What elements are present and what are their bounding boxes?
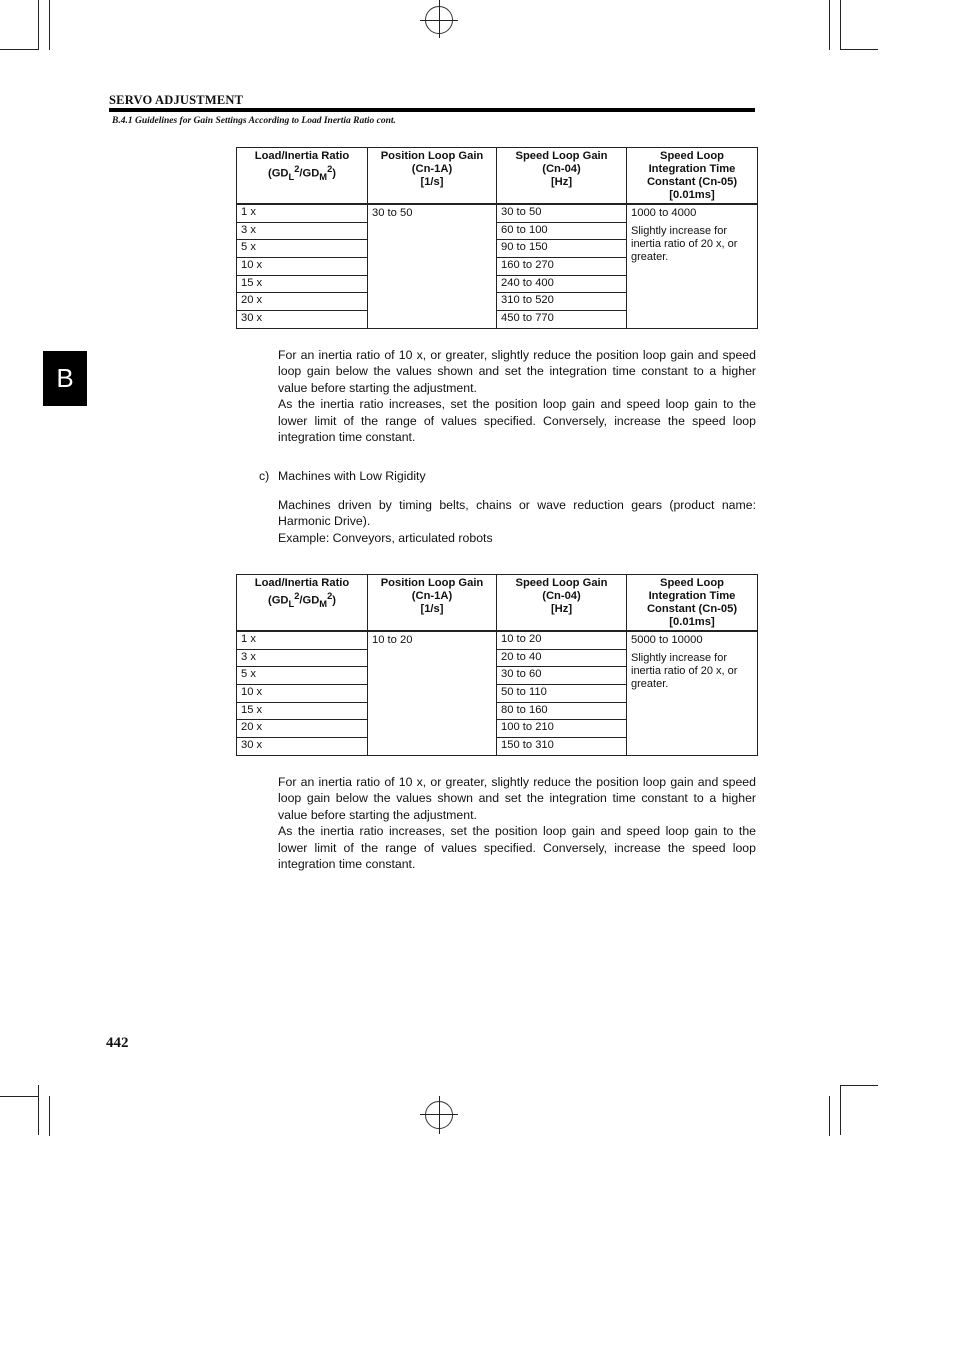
table-header-row xyxy=(237,148,758,205)
integration-value: 1000 to 4000 xyxy=(631,207,697,219)
col-load-inertia-ratio xyxy=(237,575,368,632)
header-text: Speed Loop xyxy=(659,150,725,162)
crop-mark xyxy=(49,0,50,50)
section-title: SERVO ADJUSTMENT xyxy=(109,93,244,107)
position-gain-cell: 30 to 50 xyxy=(368,204,497,328)
header-text: [Hz] xyxy=(550,176,573,188)
header-text: Load/Inertia Ratio xyxy=(254,577,350,589)
ratio-cell: 20 x xyxy=(237,720,368,738)
header-text: (Cn-04) xyxy=(542,590,581,602)
speed-gain-cell: 30 to 60 xyxy=(497,667,627,685)
col-speed-loop-gain xyxy=(497,575,627,632)
body-paragraph: Machines driven by timing belts, chains or wave reduction gears (product name: Harmonic Drive). xyxy=(278,498,756,529)
header-text: 2 xyxy=(294,591,300,601)
note-block-2 xyxy=(278,774,756,872)
header-text: Constant (Cn-05) xyxy=(646,603,738,615)
note-paragraph: As the inertia ratio increases, set the position loop gain and speed loop gain to the lower limit of the range of values specified. Conversely, increase the speed loop integration time constant. xyxy=(278,397,756,445)
integration-time-cell xyxy=(627,204,758,328)
ratio-cell: 3 x xyxy=(237,222,368,240)
item-label: c) xyxy=(259,469,270,483)
header-text: (GD xyxy=(267,594,289,607)
table-header-row xyxy=(237,575,758,632)
header-text: (Cn-1A) xyxy=(411,590,453,602)
subsection-title: B.4.1 Guidelines for Gain Settings According to Load Inertia Ratio cont. xyxy=(112,116,396,126)
header-text: L xyxy=(288,598,295,609)
crop-mark xyxy=(840,49,878,50)
header-text: M xyxy=(319,598,328,609)
note-paragraph: As the inertia ratio increases, set the position loop gain and speed loop gain to the lower limit of the range of values specified. Conversely, increase the speed loop integration time constant. xyxy=(278,824,756,872)
crop-mark xyxy=(38,0,39,50)
header-text: 2 xyxy=(327,164,333,174)
integration-note: Slightly increase for inertia ratio of 20 x, or greater. xyxy=(631,652,738,690)
ratio-cell: 5 x xyxy=(237,667,368,685)
header-text: Position Loop Gain xyxy=(380,577,484,589)
body-paragraph: Example: Conveyors, articulated robots xyxy=(278,530,493,545)
header-text: Integration Time xyxy=(648,163,736,175)
speed-gain-cell: 80 to 160 xyxy=(497,702,627,720)
header-text: [1/s] xyxy=(420,603,444,615)
crop-mark xyxy=(0,1096,38,1097)
ratio-cell: 5 x xyxy=(237,240,368,258)
speed-gain-cell: 160 to 270 xyxy=(497,258,627,276)
speed-gain-cell: 50 to 110 xyxy=(497,685,627,703)
speed-gain-cell: 60 to 100 xyxy=(497,222,627,240)
speed-gain-cell: 100 to 210 xyxy=(497,720,627,738)
speed-gain-cell: 10 to 20 xyxy=(497,631,627,649)
ratio-cell: 15 x xyxy=(237,702,368,720)
ratio-cell: 30 x xyxy=(237,738,368,756)
speed-gain-cell: 240 to 400 xyxy=(497,275,627,293)
col-position-loop-gain xyxy=(368,148,497,205)
ratio-cell: 3 x xyxy=(237,649,368,667)
header-text: Position Loop Gain xyxy=(380,150,484,162)
header-text: 2 xyxy=(294,164,300,174)
crop-mark xyxy=(439,0,440,38)
header-text: (GD xyxy=(267,167,289,180)
crop-mark xyxy=(840,1085,841,1135)
ratio-cell: 1 x xyxy=(237,631,368,649)
note-paragraph: For an inertia ratio of 10 x, or greater, slightly reduce the position loop gain and speed loop gain below the values shown and set the integration time constant to a higher value before starting the adjustment. xyxy=(278,348,756,395)
gain-table-2 xyxy=(236,574,758,756)
integration-note: Slightly increase for inertia ratio of 20 x, or greater. xyxy=(631,225,738,263)
col-position-loop-gain xyxy=(368,575,497,632)
header-text: Speed Loop xyxy=(659,577,725,589)
header-text: M xyxy=(319,171,328,182)
header-text: [Hz] xyxy=(550,603,573,615)
page-number: 442 xyxy=(106,1035,129,1051)
header-text: Speed Loop Gain xyxy=(515,150,608,162)
speed-gain-cell: 150 to 310 xyxy=(497,738,627,756)
ratio-cell: 20 x xyxy=(237,293,368,311)
crop-mark xyxy=(420,1114,458,1115)
crop-mark xyxy=(829,1096,830,1136)
header-text: (Cn-1A) xyxy=(411,163,453,175)
table-row xyxy=(237,631,758,649)
header-text: ) xyxy=(332,594,337,607)
header-text: ) xyxy=(332,167,337,180)
speed-gain-cell: 90 to 150 xyxy=(497,240,627,258)
section-c-body xyxy=(278,497,756,546)
position-gain-cell: 10 to 20 xyxy=(368,631,497,755)
header-text: L xyxy=(288,171,295,182)
header-text: 2 xyxy=(327,591,333,601)
header-text: Constant (Cn-05) xyxy=(646,176,738,188)
speed-gain-cell: 310 to 520 xyxy=(497,293,627,311)
crop-mark xyxy=(840,1085,878,1086)
crop-mark xyxy=(840,0,841,50)
header-text: /GD xyxy=(299,167,320,180)
header-text: Speed Loop Gain xyxy=(515,577,608,589)
note-paragraph: For an inertia ratio of 10 x, or greater, slightly reduce the position loop gain and speed loop gain below the values shown and set the integration time constant to a higher value before starting the adjustment. xyxy=(278,775,756,822)
gain-table-1 xyxy=(236,147,758,329)
ratio-cell: 1 x xyxy=(237,204,368,222)
header-text: [1/s] xyxy=(420,176,444,188)
header-text: [0.01ms] xyxy=(669,189,715,201)
col-integration-time xyxy=(627,575,758,632)
appendix-tab xyxy=(43,351,87,406)
crop-mark xyxy=(0,49,38,50)
col-speed-loop-gain xyxy=(497,148,627,205)
header-rule xyxy=(109,108,755,112)
integration-value: 5000 to 10000 xyxy=(631,634,703,646)
ratio-cell: 10 x xyxy=(237,685,368,703)
appendix-tab-letter: B xyxy=(56,363,74,393)
crop-mark xyxy=(38,1085,39,1135)
table-row xyxy=(237,204,758,222)
speed-gain-cell: 30 to 50 xyxy=(497,204,627,222)
crop-mark xyxy=(420,20,458,21)
header-text: Integration Time xyxy=(648,590,736,602)
crop-mark xyxy=(439,1096,440,1134)
header-text: [0.01ms] xyxy=(669,616,715,628)
speed-gain-cell: 450 to 770 xyxy=(497,311,627,329)
crop-mark xyxy=(829,0,830,50)
ratio-cell: 10 x xyxy=(237,258,368,276)
header-text: /GD xyxy=(299,594,320,607)
ratio-cell: 30 x xyxy=(237,311,368,329)
header-text: (Cn-04) xyxy=(542,163,581,175)
crop-mark xyxy=(49,1096,50,1136)
item-title: Machines with Low Rigidity xyxy=(278,469,426,483)
col-load-inertia-ratio xyxy=(237,148,368,205)
header-text: Load/Inertia Ratio xyxy=(254,150,350,162)
note-block-1 xyxy=(278,347,756,445)
col-integration-time xyxy=(627,148,758,205)
speed-gain-cell: 20 to 40 xyxy=(497,649,627,667)
integration-time-cell xyxy=(627,631,758,755)
ratio-cell: 15 x xyxy=(237,275,368,293)
